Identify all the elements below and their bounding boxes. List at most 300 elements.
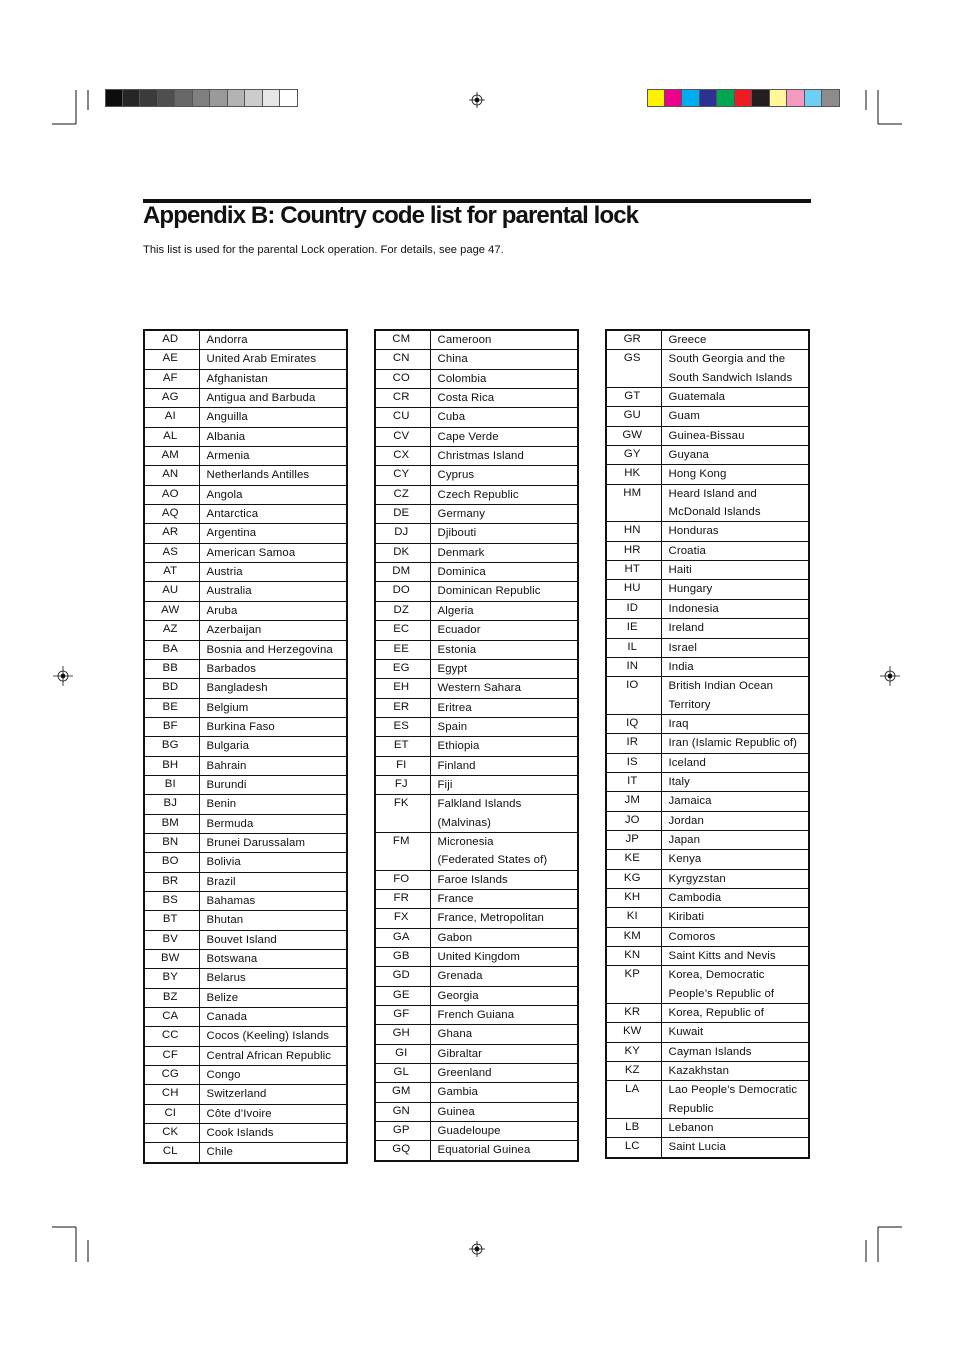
table-row <box>606 541 809 560</box>
country-code: GA <box>375 928 430 947</box>
country-name-line: Estonia <box>437 643 477 656</box>
country-name <box>430 889 578 908</box>
country-name <box>199 1027 347 1046</box>
country-code: FX <box>375 909 430 928</box>
country-name <box>430 1083 578 1102</box>
country-name <box>199 1143 347 1163</box>
country-code: CX <box>375 447 430 466</box>
table-row <box>606 947 809 966</box>
country-code: AW <box>144 601 199 620</box>
country-name <box>199 930 347 949</box>
country-name <box>661 657 809 676</box>
country-code: GN <box>375 1102 430 1121</box>
country-name <box>199 350 347 369</box>
table-row <box>606 561 809 580</box>
country-name-line: Grenada <box>437 970 483 983</box>
country-name <box>661 811 809 830</box>
country-code: CG <box>144 1066 199 1085</box>
table-row <box>144 1124 347 1143</box>
country-name-line: McDonald Islands <box>668 506 761 519</box>
country-name <box>430 505 578 524</box>
table-row <box>375 1083 578 1102</box>
country-name-line: Japan <box>668 833 701 846</box>
table-row <box>375 543 578 562</box>
country-name <box>661 350 809 388</box>
country-name <box>430 563 578 582</box>
country-code: IL <box>606 638 661 657</box>
table-row <box>375 1064 578 1083</box>
country-name <box>661 426 809 445</box>
country-code: BF <box>144 717 199 736</box>
table-row <box>144 814 347 833</box>
country-name <box>430 986 578 1005</box>
table-row <box>606 1081 809 1119</box>
table-row <box>375 659 578 678</box>
table-row <box>606 966 809 1004</box>
table-row <box>144 466 347 485</box>
country-name <box>430 582 578 601</box>
country-code: DZ <box>375 601 430 620</box>
country-code: HN <box>606 522 661 541</box>
country-name-line: Lao People’s Democratic <box>668 1084 798 1097</box>
country-code: AI <box>144 408 199 427</box>
table-row <box>144 621 347 640</box>
country-name <box>430 543 578 562</box>
country-name <box>430 369 578 388</box>
country-name-line: Botswana <box>206 953 258 965</box>
color-swatch <box>805 89 823 107</box>
country-name <box>430 967 578 986</box>
country-name-line: Brazil <box>206 875 236 888</box>
country-name <box>430 466 578 485</box>
table-row <box>375 870 578 889</box>
country-name <box>199 601 347 620</box>
country-name-line: British Indian Ocean <box>668 680 774 693</box>
country-name-line: Colombia <box>437 372 487 385</box>
table-row <box>606 1062 809 1081</box>
country-code: AG <box>144 389 199 408</box>
table-row <box>375 485 578 504</box>
country-code: KP <box>606 966 661 1004</box>
country-code: AT <box>144 563 199 582</box>
country-name-line: Kyrgyzstan <box>668 872 726 885</box>
country-name-line: Greenland <box>437 1067 492 1080</box>
country-code: BW <box>144 950 199 969</box>
country-name-line: Congo <box>206 1069 241 1082</box>
country-code: KN <box>606 947 661 966</box>
country-name-line: United Kingdom <box>437 951 520 963</box>
table-row <box>606 869 809 888</box>
country-code: IE <box>606 619 661 638</box>
country-code: AF <box>144 369 199 388</box>
table-row <box>144 1143 347 1163</box>
country-name <box>661 388 809 407</box>
country-code: EC <box>375 621 430 640</box>
country-name-line: Dominica <box>437 566 486 579</box>
grayscale-swatch <box>245 89 263 107</box>
country-code: FJ <box>375 775 430 794</box>
country-name-line: Greece <box>668 334 707 346</box>
country-name <box>199 1066 347 1085</box>
country-code: GP <box>375 1122 430 1141</box>
table-row <box>606 927 809 946</box>
country-name-line: Guam <box>668 410 700 423</box>
crop-mark-bottom-left <box>52 1227 88 1262</box>
country-code: KI <box>606 908 661 927</box>
country-name-line: Georgia <box>437 989 479 1002</box>
country-name-line: Croatia <box>668 544 706 557</box>
country-name-line: Jamaica <box>668 795 712 808</box>
country-name-line: South Georgia and the <box>668 353 786 366</box>
table-row <box>606 1004 809 1023</box>
country-name <box>199 563 347 582</box>
table-row <box>375 447 578 466</box>
table-row <box>144 775 347 794</box>
country-code: FR <box>375 889 430 908</box>
country-code: KR <box>606 1004 661 1023</box>
country-name-line: Eritrea <box>437 701 472 714</box>
country-code: AR <box>144 524 199 543</box>
country-code: BZ <box>144 988 199 1007</box>
table-row <box>606 753 809 772</box>
country-name <box>199 1008 347 1027</box>
country-name-line: Bolivia <box>206 856 241 869</box>
country-name <box>199 621 347 640</box>
country-name <box>661 753 809 772</box>
country-name-line: Germany <box>437 508 486 521</box>
country-name <box>199 1124 347 1143</box>
grayscale-swatch <box>140 89 158 107</box>
country-name-line: Cayman Islands <box>668 1045 752 1058</box>
country-code: IT <box>606 772 661 791</box>
country-name-line: Saint Kitts and Nevis <box>668 950 776 962</box>
country-name-line: Egypt <box>437 662 468 675</box>
country-name-line: Canada <box>206 1011 248 1024</box>
country-name-line: Cocos (Keeling) Islands <box>206 1030 330 1043</box>
country-name-line: Benin <box>206 798 237 811</box>
country-name-line: Christmas Island <box>437 450 524 463</box>
country-name-line: Bahrain <box>206 759 247 772</box>
country-code: BG <box>144 737 199 756</box>
table-row <box>375 717 578 736</box>
grayscale-swatch <box>228 89 246 107</box>
grayscale-swatch <box>123 89 141 107</box>
country-name <box>199 698 347 717</box>
country-name-line: Côte d’Ivoire <box>206 1107 272 1120</box>
country-name-line: Equatorial Guinea <box>437 1144 531 1157</box>
country-name-line: Hungary <box>668 583 713 596</box>
country-name <box>661 927 809 946</box>
country-name <box>661 792 809 811</box>
country-name <box>661 1062 809 1081</box>
table-row <box>144 795 347 814</box>
country-name-line: Austria <box>206 566 243 579</box>
country-code: KZ <box>606 1062 661 1081</box>
color-swatch <box>822 89 840 107</box>
table-row <box>606 677 809 715</box>
crop-mark-top-left <box>52 90 88 124</box>
registration-target-left <box>53 666 73 686</box>
country-name-line: Cyprus <box>437 469 475 482</box>
country-name-line: France <box>437 892 474 905</box>
country-name <box>430 756 578 775</box>
country-name <box>430 640 578 659</box>
country-code: AL <box>144 427 199 446</box>
country-code: BT <box>144 911 199 930</box>
country-name-line: Kazakhstan <box>668 1065 730 1078</box>
table-row <box>144 1104 347 1123</box>
country-name <box>199 911 347 930</box>
country-name <box>199 1085 347 1104</box>
table-row <box>144 563 347 582</box>
country-code: ET <box>375 737 430 756</box>
country-name-line: Iceland <box>668 756 706 769</box>
country-code: IO <box>606 677 661 715</box>
country-name <box>199 447 347 466</box>
country-name <box>661 599 809 618</box>
country-code: DO <box>375 582 430 601</box>
table-row <box>375 1044 578 1063</box>
registration-target-top <box>469 92 485 108</box>
country-code: JM <box>606 792 661 811</box>
table-row <box>606 657 809 676</box>
table-row <box>606 734 809 753</box>
country-name-line: Belize <box>206 991 239 1004</box>
grayscale-swatch-bar <box>105 89 298 107</box>
color-swatch <box>647 89 665 107</box>
country-code: JO <box>606 811 661 830</box>
country-code: GF <box>375 1006 430 1025</box>
table-row <box>144 1085 347 1104</box>
country-name <box>661 1004 809 1023</box>
country-name <box>661 465 809 484</box>
country-code: EE <box>375 640 430 659</box>
country-code: BJ <box>144 795 199 814</box>
country-name-line: Jordan <box>668 814 704 827</box>
country-code: KY <box>606 1042 661 1061</box>
country-name-line: Dominican Republic <box>437 585 541 598</box>
country-code: LA <box>606 1081 661 1119</box>
table-row <box>144 582 347 601</box>
country-name-line: Belgium <box>206 701 249 714</box>
country-name <box>430 1044 578 1063</box>
country-name <box>430 621 578 640</box>
country-name-line: Antarctica <box>206 508 259 521</box>
country-name <box>199 853 347 872</box>
country-name-line: Ghana <box>437 1028 473 1041</box>
country-code: FK <box>375 795 430 833</box>
country-name-line: Gabon <box>437 931 473 944</box>
table-row <box>375 563 578 582</box>
table-row <box>144 911 347 930</box>
table-row <box>375 350 578 369</box>
country-name-line: Spain <box>437 720 468 733</box>
country-code: CL <box>144 1143 199 1163</box>
country-name <box>430 832 578 870</box>
country-code: GM <box>375 1083 430 1102</box>
country-code: BO <box>144 853 199 872</box>
country-name <box>430 870 578 889</box>
country-name-line: Chile <box>206 1146 233 1159</box>
country-name-line: Hong Kong <box>668 468 727 481</box>
table-row <box>606 772 809 791</box>
country-name <box>199 1046 347 1065</box>
country-name <box>661 714 809 733</box>
table-row <box>144 698 347 717</box>
country-name-line: Andorra <box>206 334 248 346</box>
country-name <box>199 717 347 736</box>
country-name <box>430 601 578 620</box>
table-row <box>144 601 347 620</box>
country-name-line: Korea, Democratic <box>668 969 765 982</box>
table-row <box>375 601 578 620</box>
country-code: CC <box>144 1027 199 1046</box>
table-row <box>606 1042 809 1061</box>
country-name <box>661 1138 809 1158</box>
country-name-line: Western Sahara <box>437 682 521 695</box>
country-code: BV <box>144 930 199 949</box>
country-name <box>430 1006 578 1025</box>
registration-target-bottom <box>469 1241 485 1257</box>
country-name <box>661 484 809 522</box>
country-name <box>661 1042 809 1061</box>
country-name <box>661 734 809 753</box>
table-row <box>144 330 347 350</box>
country-name <box>661 947 809 966</box>
country-name <box>661 407 809 426</box>
country-code: HT <box>606 561 661 580</box>
color-swatch <box>770 89 788 107</box>
table-row <box>606 522 809 541</box>
table-row <box>375 408 578 427</box>
country-code: AE <box>144 350 199 369</box>
table-row <box>144 988 347 1007</box>
country-code: GE <box>375 986 430 1005</box>
country-code: BI <box>144 775 199 794</box>
country-name-line: Belarus <box>206 972 246 985</box>
country-code: CI <box>144 1104 199 1123</box>
country-name <box>199 408 347 427</box>
country-name <box>430 737 578 756</box>
country-code: BY <box>144 969 199 988</box>
country-code: IQ <box>606 714 661 733</box>
color-swatch <box>752 89 770 107</box>
crop-mark-top-right <box>866 90 902 124</box>
country-name-line: Gambia <box>437 1086 478 1099</box>
table-row <box>375 330 578 350</box>
table-row <box>606 580 809 599</box>
country-name-line: Republic <box>668 1102 714 1115</box>
table-row <box>144 1046 347 1065</box>
country-name-line: Finland <box>437 759 476 772</box>
country-name-line: Falkland Islands <box>437 798 522 811</box>
country-name <box>430 330 578 350</box>
table-row <box>144 969 347 988</box>
country-code: GB <box>375 948 430 967</box>
country-code: AO <box>144 485 199 504</box>
table-row <box>375 621 578 640</box>
country-code: BA <box>144 640 199 659</box>
table-row <box>375 737 578 756</box>
country-name <box>661 446 809 465</box>
country-code: AN <box>144 466 199 485</box>
country-name <box>661 677 809 715</box>
country-name <box>199 950 347 969</box>
country-name-line: Korea, Republic of <box>668 1007 765 1020</box>
country-code: IR <box>606 734 661 753</box>
country-code: DK <box>375 543 430 562</box>
country-name-line: France, Metropolitan <box>437 912 544 925</box>
country-name <box>430 1141 578 1161</box>
country-name-line: Algeria <box>437 604 474 617</box>
country-code-table-column-3 <box>605 329 810 1159</box>
country-name-line: Bulgaria <box>206 740 250 753</box>
country-name-line: Territory <box>668 698 711 711</box>
grayscale-swatch <box>158 89 176 107</box>
table-row <box>606 792 809 811</box>
country-code: AQ <box>144 505 199 524</box>
country-code: KG <box>606 869 661 888</box>
country-name <box>661 1081 809 1119</box>
table-row <box>606 599 809 618</box>
page-title: Appendix B: Country code list for parental lock <box>143 202 639 229</box>
country-code: CV <box>375 427 430 446</box>
country-name-line: Iraq <box>668 717 689 730</box>
country-name-line: Cook Islands <box>206 1127 274 1140</box>
crop-mark-bottom-right <box>866 1227 902 1262</box>
table-row <box>375 1122 578 1141</box>
country-name <box>430 909 578 928</box>
country-name-line: (Federated States of) <box>437 854 548 867</box>
country-code: KM <box>606 927 661 946</box>
table-row <box>606 407 809 426</box>
country-name <box>199 775 347 794</box>
country-name <box>199 679 347 698</box>
table-row <box>144 447 347 466</box>
country-code: KH <box>606 888 661 907</box>
table-row <box>606 1119 809 1138</box>
table-row <box>606 484 809 522</box>
country-code: AZ <box>144 621 199 640</box>
table-row <box>375 832 578 870</box>
country-name-line: Cuba <box>437 411 466 424</box>
table-row <box>375 466 578 485</box>
country-name-line: Netherlands Antilles <box>206 469 310 482</box>
country-name-line: Czech Republic <box>437 488 519 501</box>
country-name-line: Ireland <box>668 622 705 635</box>
country-name-line: Switzerland <box>206 1088 267 1101</box>
country-name-line: United Arab Emirates <box>206 353 317 366</box>
country-code: CK <box>144 1124 199 1143</box>
country-code: AM <box>144 447 199 466</box>
country-name-line: Kenya <box>668 853 702 866</box>
country-name-line: Angola <box>206 488 243 501</box>
country-name <box>430 389 578 408</box>
country-name-line: Lebanon <box>668 1122 714 1135</box>
country-code: CO <box>375 369 430 388</box>
table-row <box>375 967 578 986</box>
color-swatch <box>682 89 700 107</box>
country-name-line: China <box>437 353 468 366</box>
country-name <box>199 505 347 524</box>
country-name <box>430 1102 578 1121</box>
table-row <box>375 948 578 967</box>
table-row <box>144 543 347 562</box>
table-row <box>144 756 347 775</box>
country-name-line: Bahamas <box>206 894 256 907</box>
country-name-line: Italy <box>668 775 690 788</box>
grayscale-swatch <box>105 89 123 107</box>
